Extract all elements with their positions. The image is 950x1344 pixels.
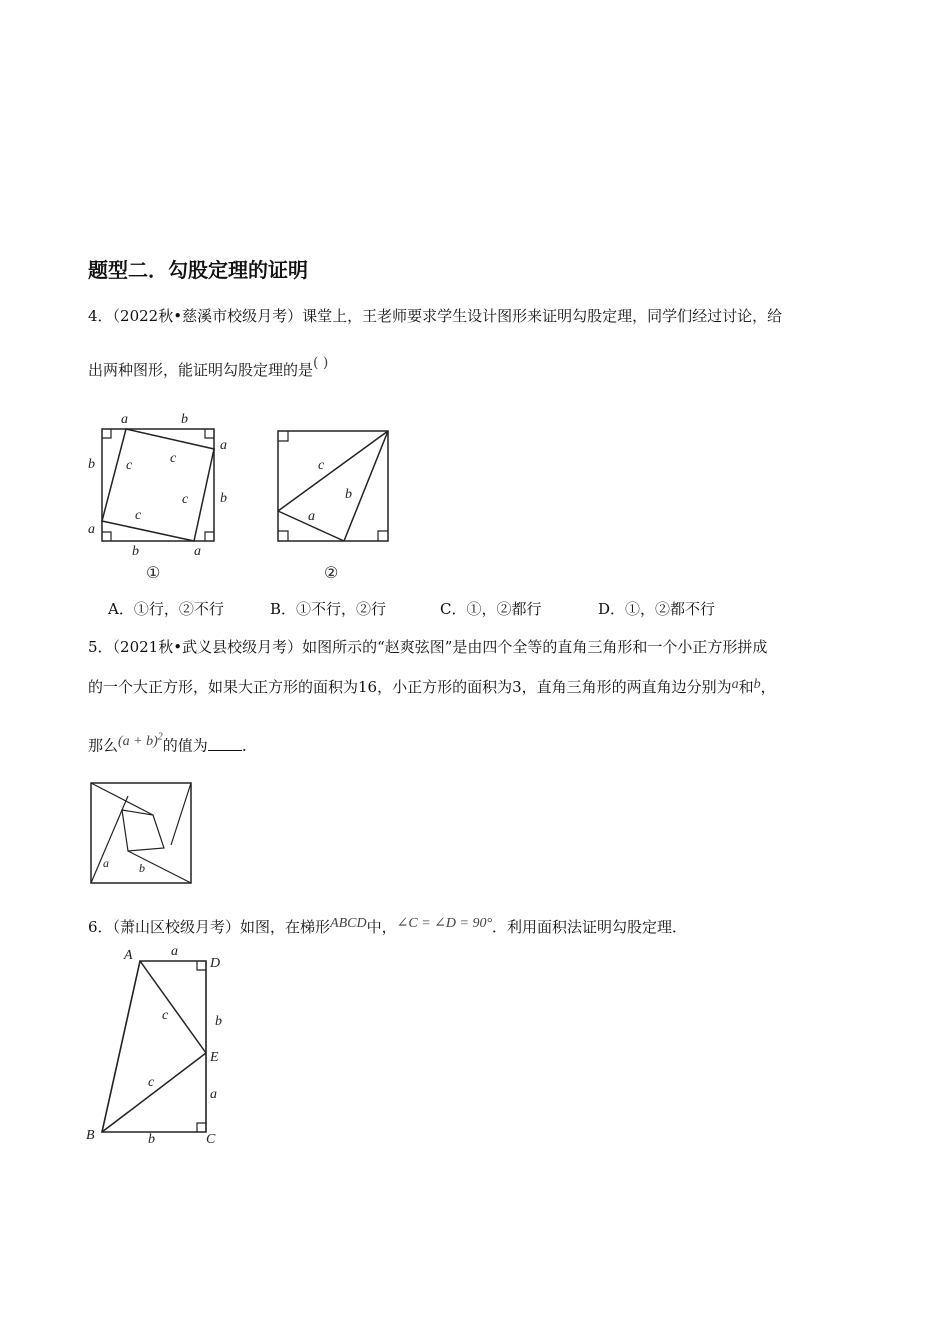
q5-text-line3-pre: 那么 bbox=[88, 736, 119, 755]
q4-figure-2 bbox=[268, 405, 408, 585]
fig2-label-b: b bbox=[345, 487, 352, 502]
q5-line2-end: ， bbox=[760, 678, 776, 696]
q6-text-pre: （萧山区校级月考）如图，在梯形 bbox=[112, 918, 331, 936]
q6-text-post: ．利用面积法证明勾股定理． bbox=[492, 918, 688, 936]
q6-label-C: C bbox=[206, 1132, 216, 1147]
fig1-right-angle-bl bbox=[102, 532, 111, 541]
q5-text-line1: （2021秋•武义县校级月考）如图所示的“赵爽弦图”是由四个全等的直角三角形和一个小正方形拼成 bbox=[112, 638, 768, 656]
fig1-label-b-left: b bbox=[88, 457, 95, 472]
q6-number: 6． bbox=[88, 918, 113, 936]
q5-figure-zhaoshuang bbox=[86, 778, 198, 890]
q6-label-c-AE: c bbox=[162, 1008, 169, 1023]
fig1-label-b-right: b bbox=[220, 491, 227, 506]
q6-angle-condition: ∠C = ∠D = 90° bbox=[396, 916, 493, 931]
section-title: 题型二．勾股定理的证明 bbox=[88, 258, 308, 282]
q5-line3 bbox=[88, 733, 257, 758]
q5-line1 bbox=[88, 637, 767, 657]
q6-right-angle-C bbox=[197, 1123, 206, 1132]
fig1-label-c1: c bbox=[126, 458, 133, 473]
q6-shape: ABCD bbox=[330, 916, 367, 931]
fig1-right-angle-tl bbox=[102, 429, 111, 438]
fig2-caption: ② bbox=[324, 565, 339, 582]
q5-text-line2: 的一个大正方形，如果大正方形的面积为16，小正方形的面积为3，直角三角形的两直角边分别为 bbox=[88, 678, 732, 696]
fig2-label-a: a bbox=[308, 509, 315, 524]
q5-var-a: a bbox=[731, 677, 739, 692]
q4-text-line1: （2022秋•慈溪市校级月考）课堂上，王老师要求学生设计图形来证明勾股定理，同学们经过讨论，给 bbox=[112, 307, 783, 325]
q6-figure-trapezoid bbox=[78, 940, 238, 1150]
q6-segment-AE bbox=[140, 961, 206, 1053]
option-c[interactable]: C．①，②都行 bbox=[440, 600, 542, 618]
fig2-right-angle-br bbox=[378, 531, 388, 541]
q6-label-a-top: a bbox=[171, 944, 178, 959]
q6-label-B: B bbox=[86, 1128, 95, 1143]
q6-label-b-bottom: b bbox=[148, 1132, 155, 1147]
fig2-right-angle-tl bbox=[278, 431, 288, 441]
q6-text-mid: 中， bbox=[366, 918, 397, 936]
q5-chord-4 bbox=[91, 796, 128, 883]
fig2-right-angle-bl bbox=[278, 531, 288, 541]
q4-answer-paren: ( ) bbox=[313, 355, 329, 371]
q5-fig-label-b: b bbox=[139, 861, 145, 875]
fig1-label-c4: c bbox=[135, 508, 142, 523]
fig2-square bbox=[278, 431, 388, 541]
q5-inner-square bbox=[122, 810, 164, 851]
q6-label-E: E bbox=[210, 1050, 219, 1065]
q6-label-c-BE: c bbox=[148, 1075, 155, 1090]
q5-and: 和 bbox=[738, 678, 754, 696]
q5-line3-end: ． bbox=[241, 736, 257, 755]
q5-answer-blank[interactable] bbox=[208, 736, 242, 751]
q5-chord-3 bbox=[128, 851, 191, 883]
q5-expr-exponent: 2 bbox=[157, 731, 163, 742]
option-d[interactable]: D．①，②都不行 bbox=[598, 600, 716, 618]
q6-label-D: D bbox=[210, 956, 221, 971]
fig1-label-c2: c bbox=[170, 451, 177, 466]
q5-chord-2 bbox=[171, 783, 191, 845]
fig1-label-b-top: b bbox=[181, 412, 188, 427]
q4-number: 4． bbox=[88, 307, 113, 325]
fig2-label-c: c bbox=[318, 458, 325, 473]
q4-figure-1 bbox=[82, 405, 242, 585]
q6-label-b-right: b bbox=[215, 1014, 222, 1029]
fig1-label-a-top: a bbox=[121, 412, 128, 427]
q6-right-angle-D bbox=[197, 961, 206, 970]
fig1-label-a-right: a bbox=[220, 438, 227, 453]
q5-line2 bbox=[88, 677, 776, 699]
q4-line2 bbox=[88, 355, 329, 381]
q4-options bbox=[108, 599, 715, 619]
fig1-label-c3: c bbox=[182, 492, 189, 507]
q5-number: 5． bbox=[88, 638, 113, 656]
fig1-caption: ① bbox=[146, 565, 161, 582]
q4-line1 bbox=[88, 306, 782, 326]
fig1-label-b-bottom: b bbox=[132, 544, 139, 559]
fig1-right-angle-tr bbox=[205, 429, 214, 438]
q4-text-line2: 出两种图形，能证明勾股定理的是 bbox=[88, 361, 314, 379]
q5-var-b: b bbox=[753, 677, 761, 692]
q6-line1 bbox=[88, 917, 687, 939]
fig1-label-a-left: a bbox=[88, 522, 95, 537]
q5-text-line3-post: 的值为 bbox=[162, 736, 208, 755]
fig1-inner-square bbox=[102, 429, 214, 541]
q6-trapezoid bbox=[102, 961, 206, 1132]
option-a[interactable]: A．①行，②不行 bbox=[108, 600, 224, 618]
q5-fig-label-a: a bbox=[103, 856, 109, 870]
option-b[interactable]: B．①不行，②行 bbox=[270, 600, 387, 618]
fig1-right-angle-br bbox=[205, 532, 214, 541]
q5-expression bbox=[118, 731, 163, 749]
q6-label-A: A bbox=[124, 948, 133, 963]
q6-label-a-right: a bbox=[210, 1087, 217, 1102]
fig1-label-a-bottom: a bbox=[194, 544, 201, 559]
q5-expr-base: (a + b) bbox=[118, 733, 158, 749]
